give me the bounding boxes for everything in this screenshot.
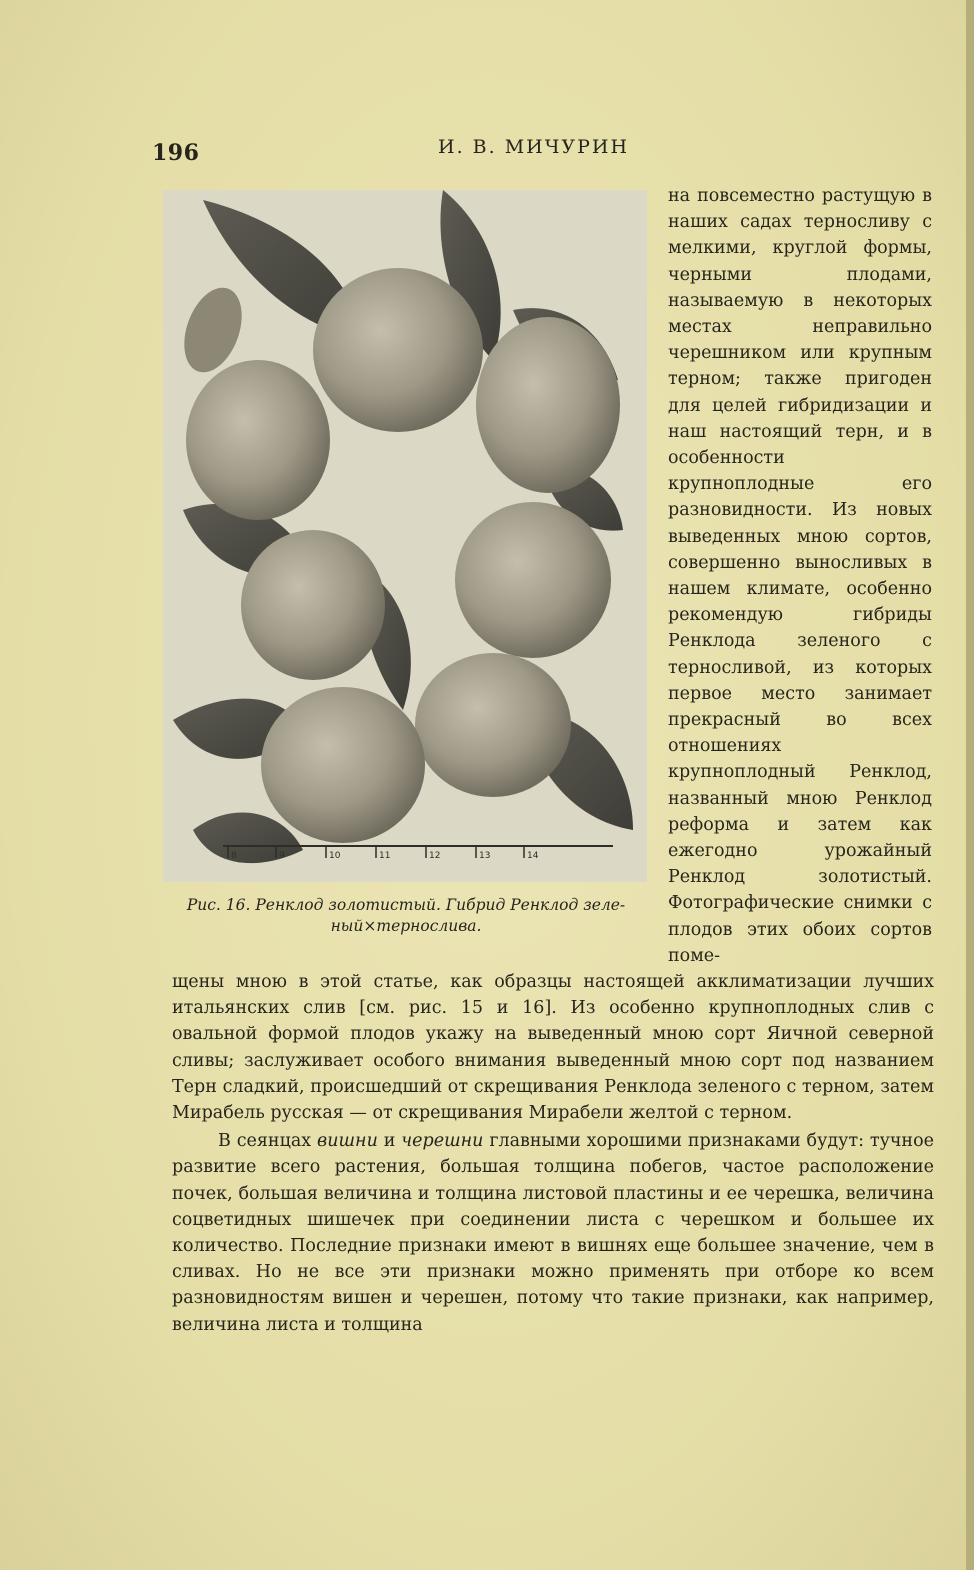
ruler-label: 12: [429, 851, 441, 861]
plum-fruit: [261, 687, 425, 843]
paragraph: щены мною в этой статье, как образцы настоящей акклиматизации лучших итальянских слив [см. рис. 15 и 16]. Из особенно крупноплодных слив с овальной формой плодов укажу на выведенный мною сорт Яичной северной сливы; заслуживает особого внимания выведенный мною сорт под названием Терн сладкий, происшедший от скрещивания Ренклода зеленого с терном, затем Мирабель русская — от скрещивания Мирабели желтой с терном.: [172, 972, 934, 1124]
plum-fruit: [313, 268, 483, 432]
plum-fruit: [186, 360, 330, 520]
caption-line: Рис. 16. Ренклод золотистый. Гибрид Ренклод зеле-: [186, 896, 626, 914]
caption-line: ный×тернослива.: [330, 917, 482, 935]
body-text: [172, 969, 934, 1338]
plum-fruit: [476, 317, 620, 493]
side-column-text: [668, 183, 932, 969]
ruler-label: 11: [379, 851, 391, 861]
italic-term: черешни: [401, 1131, 484, 1152]
plum-photograph: [163, 190, 647, 882]
page-number: 196: [152, 140, 200, 166]
plum-photo-illustration: [163, 190, 647, 882]
ruler-label: 13: [479, 851, 491, 861]
plum-fruit: [455, 502, 611, 658]
page-edge: [966, 0, 974, 1570]
ruler-label: 8: [231, 851, 237, 861]
plum-fruit: [415, 653, 571, 797]
text-span: и: [377, 1131, 402, 1152]
ruler-label: 14: [527, 851, 539, 861]
figure-caption: [160, 895, 652, 937]
text-span: В сеянцах: [218, 1131, 318, 1152]
ruler-label: 10: [329, 851, 341, 861]
plum-fruit: [241, 530, 385, 680]
ruler-label: 9: [279, 851, 285, 861]
text-span: главными хорошими признаками будут: тучное развитие всего растения, большая толщина побегов, частое расположение почек, большая величина и толщина листовой пластины и ее черешка, величина соцветидных шишечек при соединении листа с черешком и большее их количество. Последние признаки имеют в вишнях еще большее значение, чем в сливах. Но не все эти признаки можно применять при отборе ко всем разновидностям вишен и черешен, потому что такие признаки, как например, величина листа и толщина: [172, 1131, 934, 1335]
italic-term: вишни: [317, 1131, 378, 1152]
paragraph: [172, 1128, 934, 1338]
running-head: И. В. МИЧУРИН: [438, 136, 630, 158]
side-column-paragraph: на повсеместно растущую в наших садах терносливу с мелкими, круглой формы, черными плодами, называемую в некоторых местах неправильно черешником или крупным терном; также пригоден для целей гибридизации и наш настоящий терн, и в особенности крупноплодные его разновидности. Из новых выведенных мною сортов, совершенно выносливых в нашем климате, особенно рекомендую гибриды Ренклода зеленого с терносливой, из которых первое место занимает прекрасный во всех отношениях крупноплодный Ренклод, названный мною Ренклод реформа и затем как ежегодно урожайный Ренклод золотистый. Фотографические снимки с плодов этих обоих сортов поме-: [668, 186, 932, 966]
